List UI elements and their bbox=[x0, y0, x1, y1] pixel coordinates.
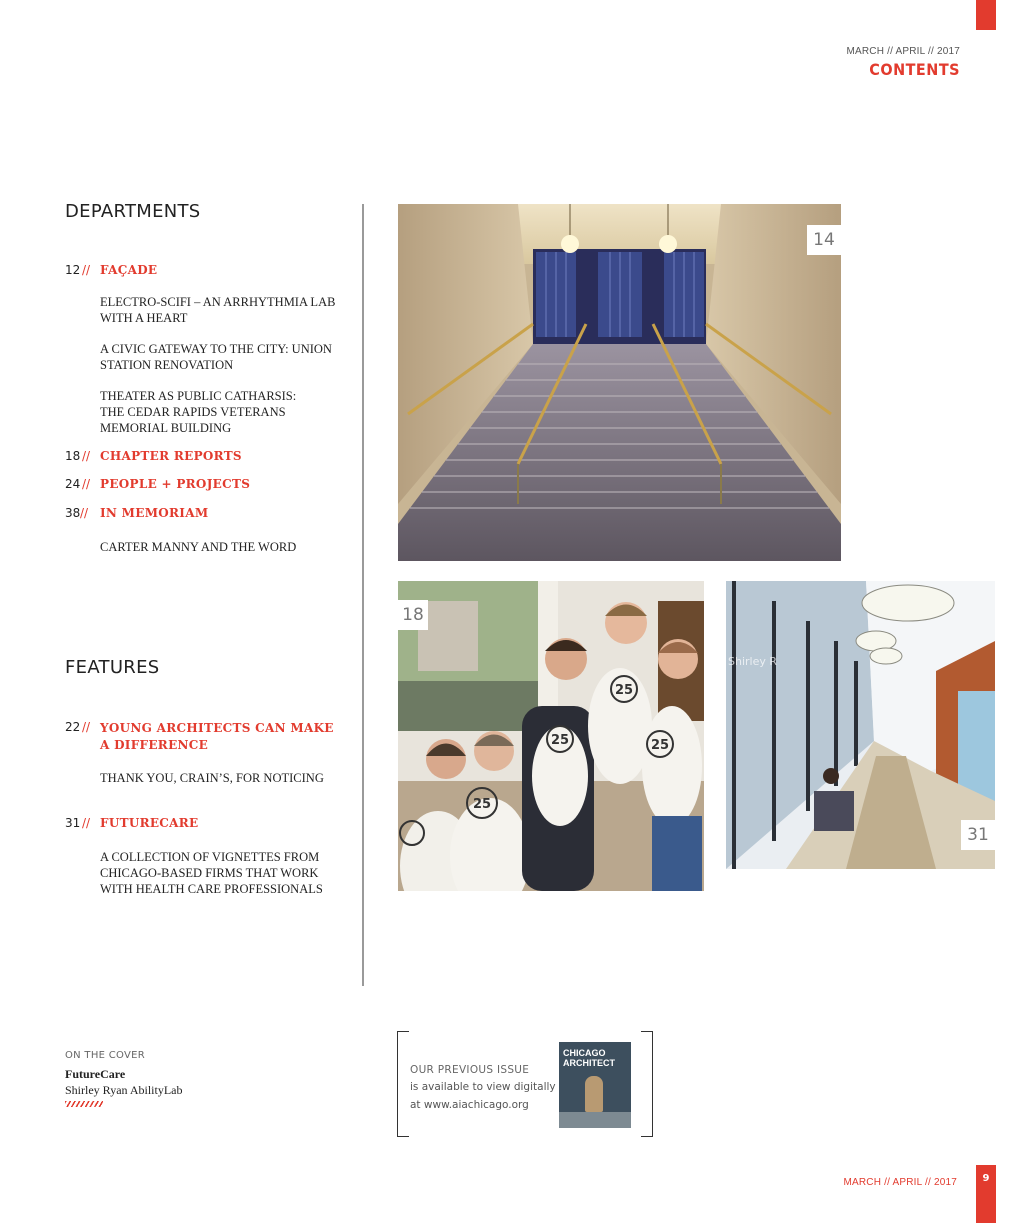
dept-memoriam-sep: // bbox=[80, 506, 89, 520]
dept-facade-sep: // bbox=[82, 263, 91, 277]
footer-page-tab bbox=[976, 1165, 996, 1223]
feature-futurecare-title[interactable]: FUTURECARE bbox=[100, 816, 199, 830]
badge-25-text: 25 bbox=[550, 733, 570, 748]
article-cedar-rapids[interactable] bbox=[100, 388, 296, 436]
window-sign-text: Shirley R bbox=[728, 655, 778, 668]
cover-subtitle: Shirley Ryan AbilityLab bbox=[65, 1083, 183, 1097]
previous-issue-thumbnail[interactable] bbox=[559, 1042, 631, 1128]
badge-25-text: 25 bbox=[614, 683, 634, 698]
dept-chapter-title[interactable]: CHAPTER REPORTS bbox=[100, 449, 242, 463]
badge-25-text: 25 bbox=[650, 738, 670, 753]
dept-memoriam-title[interactable]: IN MEMORIAM bbox=[100, 506, 209, 520]
article-line: STATION RENOVATION bbox=[100, 358, 234, 372]
corridor-photo[interactable] bbox=[726, 581, 995, 869]
previous-issue-box[interactable] bbox=[397, 1031, 653, 1137]
feature-futurecare-sep: // bbox=[82, 816, 91, 830]
article-line: A CIVIC GATEWAY TO THE CITY: UNION bbox=[100, 342, 332, 356]
dept-people-page: 24 bbox=[65, 477, 81, 491]
dept-facade-title[interactable]: FAÇADE bbox=[100, 263, 158, 277]
article-line: A COLLECTION OF VIGNETTES FROM bbox=[100, 850, 320, 864]
article-line: WITH A HEART bbox=[100, 311, 188, 325]
previous-issue-line1: is available to view digitally bbox=[410, 1081, 556, 1093]
feature-title-line: YOUNG ARCHITECTS CAN MAKE bbox=[100, 721, 334, 735]
cover-hatch-decoration bbox=[65, 1101, 103, 1107]
cover-title[interactable]: FutureCare bbox=[65, 1067, 126, 1081]
union-station-illustration bbox=[398, 204, 841, 561]
footer-page-number: 9 bbox=[982, 1173, 990, 1184]
thumbnail-floor bbox=[559, 1112, 631, 1128]
feature-young-arch-sep: // bbox=[82, 720, 91, 734]
article-line: MEMORIAL BUILDING bbox=[100, 421, 232, 435]
article-union-station[interactable] bbox=[100, 341, 332, 373]
corridor-photo-page-tag: 31 bbox=[961, 820, 995, 850]
cover-label: ON THE COVER bbox=[65, 1050, 146, 1061]
group-photo-illustration bbox=[398, 581, 704, 891]
group-photo[interactable] bbox=[398, 581, 704, 891]
badge-25-text: 25 bbox=[472, 797, 492, 812]
thumbnail-title: CHICAGO ARCHITECT bbox=[563, 1048, 615, 1068]
departments-heading: DEPARTMENTS bbox=[65, 201, 201, 222]
previous-issue-label: OUR PREVIOUS ISSUE bbox=[410, 1064, 530, 1076]
article-line: CHICAGO-BASED FIRMS THAT WORK bbox=[100, 866, 319, 880]
page-title: CONTENTS bbox=[869, 60, 960, 79]
corridor-illustration bbox=[726, 581, 995, 869]
group-photo-page-tag: 18 bbox=[398, 600, 428, 630]
dept-people-title[interactable]: PEOPLE + PROJECTS bbox=[100, 477, 251, 491]
feature-young-arch-page: 22 bbox=[65, 720, 81, 734]
features-heading: FEATURES bbox=[65, 657, 160, 678]
header-issue-date: MARCH // APRIL // 2017 bbox=[846, 46, 960, 57]
previous-issue-line2: at www.aiachicago.org bbox=[410, 1099, 529, 1111]
thumbnail-figure bbox=[585, 1076, 603, 1112]
column-divider bbox=[362, 204, 364, 986]
dept-facade-page: 12 bbox=[65, 263, 81, 277]
article-line: THEATER AS PUBLIC CATHARSIS: bbox=[100, 389, 297, 403]
feature-title-line: A DIFFERENCE bbox=[100, 738, 209, 752]
dept-chapter-page: 18 bbox=[65, 449, 81, 463]
dept-memoriam-page: 38 bbox=[65, 506, 81, 520]
dept-chapter-sep: // bbox=[82, 449, 91, 463]
article-vignettes[interactable] bbox=[100, 849, 323, 897]
article-electro-scifi[interactable] bbox=[100, 294, 335, 326]
feature-young-arch-title[interactable] bbox=[100, 720, 334, 754]
article-line: ELECTRO-SCIFI – AN ARRHYTHMIA LAB bbox=[100, 295, 336, 309]
article-carter-manny[interactable]: CARTER MANNY AND THE WORD bbox=[100, 540, 297, 554]
feature-futurecare-page: 31 bbox=[65, 816, 81, 830]
footer-issue-date: MARCH // APRIL // 2017 bbox=[843, 1177, 957, 1188]
dept-people-sep: // bbox=[82, 477, 91, 491]
union-station-photo[interactable] bbox=[398, 204, 841, 561]
union-station-page-tag: 14 bbox=[807, 225, 841, 255]
article-crains[interactable]: THANK YOU, CRAIN’S, FOR NOTICING bbox=[100, 771, 324, 785]
bracket-left bbox=[397, 1031, 409, 1137]
article-line: WITH HEALTH CARE PROFESSIONALS bbox=[100, 882, 323, 896]
article-line: THE CEDAR RAPIDS VETERANS bbox=[100, 405, 286, 419]
bracket-right bbox=[641, 1031, 653, 1137]
top-red-tab bbox=[976, 0, 996, 30]
